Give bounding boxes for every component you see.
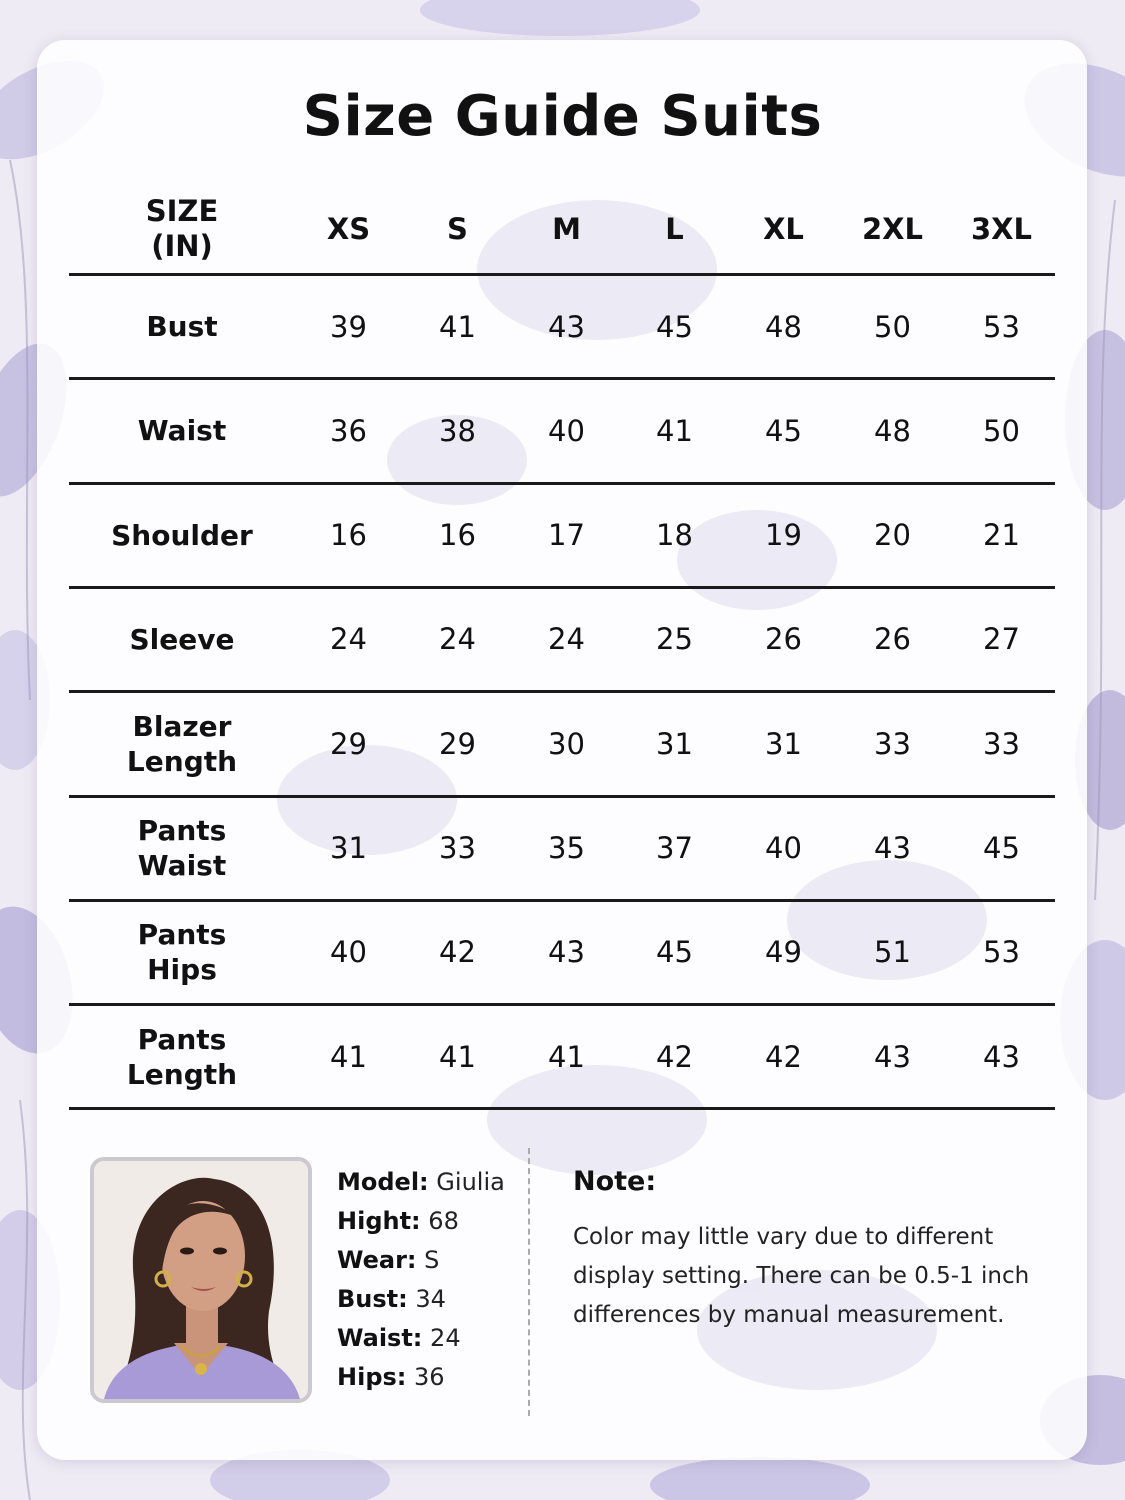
table-cell: 41 — [656, 413, 693, 448]
table-cell: 24 — [330, 622, 367, 657]
row-label: Sleeve — [129, 622, 235, 656]
table-row — [0, 798, 1125, 899]
model-waist-line: Waist: 24 — [337, 1324, 461, 1352]
table-cell: 33 — [874, 726, 911, 761]
table-cell: 21 — [983, 518, 1020, 553]
row-label: Pants Waist — [137, 814, 227, 882]
table-cell: 40 — [330, 935, 367, 970]
table-cell: 43 — [874, 1039, 911, 1074]
table-cell: 43 — [874, 831, 911, 865]
table-cell: 45 — [983, 831, 1020, 865]
table-cell: 31 — [765, 726, 802, 761]
model-info — [337, 1163, 505, 1397]
size-l-header: L — [665, 212, 684, 246]
table-cell: 39 — [330, 309, 367, 344]
table-cell: 49 — [765, 935, 802, 970]
table-cell: 20 — [874, 518, 911, 553]
table-cell: 24 — [548, 622, 585, 657]
table-cell: 40 — [765, 831, 802, 865]
section-divider — [528, 1148, 530, 1416]
table-cell: 45 — [765, 413, 802, 448]
table-cell: 45 — [656, 935, 693, 970]
table-cell: 16 — [330, 518, 367, 553]
model-height-line: Hight: 68 — [337, 1207, 459, 1235]
row-label: Blazer Length — [126, 709, 238, 778]
size-3xl-header: 3XL — [970, 212, 1033, 246]
table-cell: 51 — [874, 935, 911, 970]
table-cell: 48 — [765, 309, 802, 344]
row-label: Waist — [137, 414, 227, 448]
size-m-header: M — [552, 212, 581, 246]
table-cell: 26 — [874, 622, 911, 657]
table-cell: 43 — [548, 309, 585, 344]
row-label: Pants Length — [126, 1022, 238, 1091]
table-cell: 26 — [765, 622, 802, 657]
table-cell: 33 — [439, 831, 476, 865]
page-title: Size Guide Suits — [302, 84, 823, 149]
table-cell: 30 — [548, 726, 585, 761]
table-cell: 43 — [983, 1039, 1020, 1074]
table-cell: 29 — [330, 726, 367, 761]
table-cell: 33 — [983, 726, 1020, 761]
table-cell: 45 — [656, 309, 693, 344]
table-cell: 41 — [330, 1039, 367, 1074]
size-2xl-header: 2XL — [861, 212, 924, 246]
row-label: Shoulder — [111, 518, 253, 552]
table-cell: 19 — [765, 518, 802, 553]
table-cell: 42 — [765, 1039, 802, 1074]
table-row — [0, 276, 1125, 377]
model-name-line: Model: Giulia — [337, 1168, 505, 1196]
table-row — [0, 380, 1125, 481]
note-text: Color may little vary due to different display setting. There can be 0.5-1 inch differences by manual measurement. — [573, 1224, 1030, 1328]
table-cell: 37 — [656, 831, 693, 865]
table-cell: 16 — [439, 518, 476, 553]
table-cell: 17 — [548, 518, 585, 553]
table-cell: 41 — [548, 1039, 585, 1074]
table-cell: 53 — [983, 309, 1020, 344]
table-row — [0, 902, 1125, 1003]
table-cell: 50 — [983, 413, 1020, 448]
table-cell: 18 — [656, 518, 693, 553]
model-wear-line: Wear: S — [337, 1246, 440, 1274]
table-cell: 36 — [330, 413, 367, 448]
size-xl-header: XL — [763, 212, 804, 246]
table-row — [0, 1006, 1125, 1107]
table-row — [0, 485, 1125, 586]
table-cell: 41 — [439, 309, 476, 344]
table-cell: 40 — [548, 413, 585, 448]
size-xs-header: XS — [326, 212, 371, 246]
table-cell: 53 — [983, 935, 1020, 970]
model-bust-line: Bust: 34 — [337, 1285, 446, 1313]
model-hips-line: Hips: 36 — [337, 1363, 445, 1391]
size-unit-label: SIZE (IN) — [145, 194, 219, 263]
table-header — [0, 185, 1125, 273]
table-cell: 24 — [439, 622, 476, 657]
table-cell: 50 — [874, 309, 911, 344]
table-cell: 25 — [656, 622, 693, 657]
table-row — [0, 589, 1125, 690]
table-cell: 27 — [983, 622, 1020, 657]
table-cell: 42 — [439, 935, 476, 970]
table-cell: 48 — [874, 413, 911, 448]
model-photo — [90, 1157, 312, 1403]
row-rule — [69, 1107, 1055, 1110]
table-cell: 41 — [439, 1039, 476, 1074]
table-row — [0, 693, 1125, 794]
table-cell: 35 — [548, 831, 585, 865]
table-cell: 31 — [656, 726, 693, 761]
table-cell: 38 — [439, 413, 476, 448]
table-cell: 31 — [330, 831, 367, 865]
table-cell: 29 — [439, 726, 476, 761]
note-title: Note: — [573, 1166, 657, 1197]
table-cell: 43 — [548, 935, 585, 970]
row-label: Bust — [146, 310, 218, 343]
size-s-header: S — [447, 212, 468, 246]
table-cell: 42 — [656, 1039, 693, 1074]
row-label: Pants Hips — [137, 918, 227, 987]
